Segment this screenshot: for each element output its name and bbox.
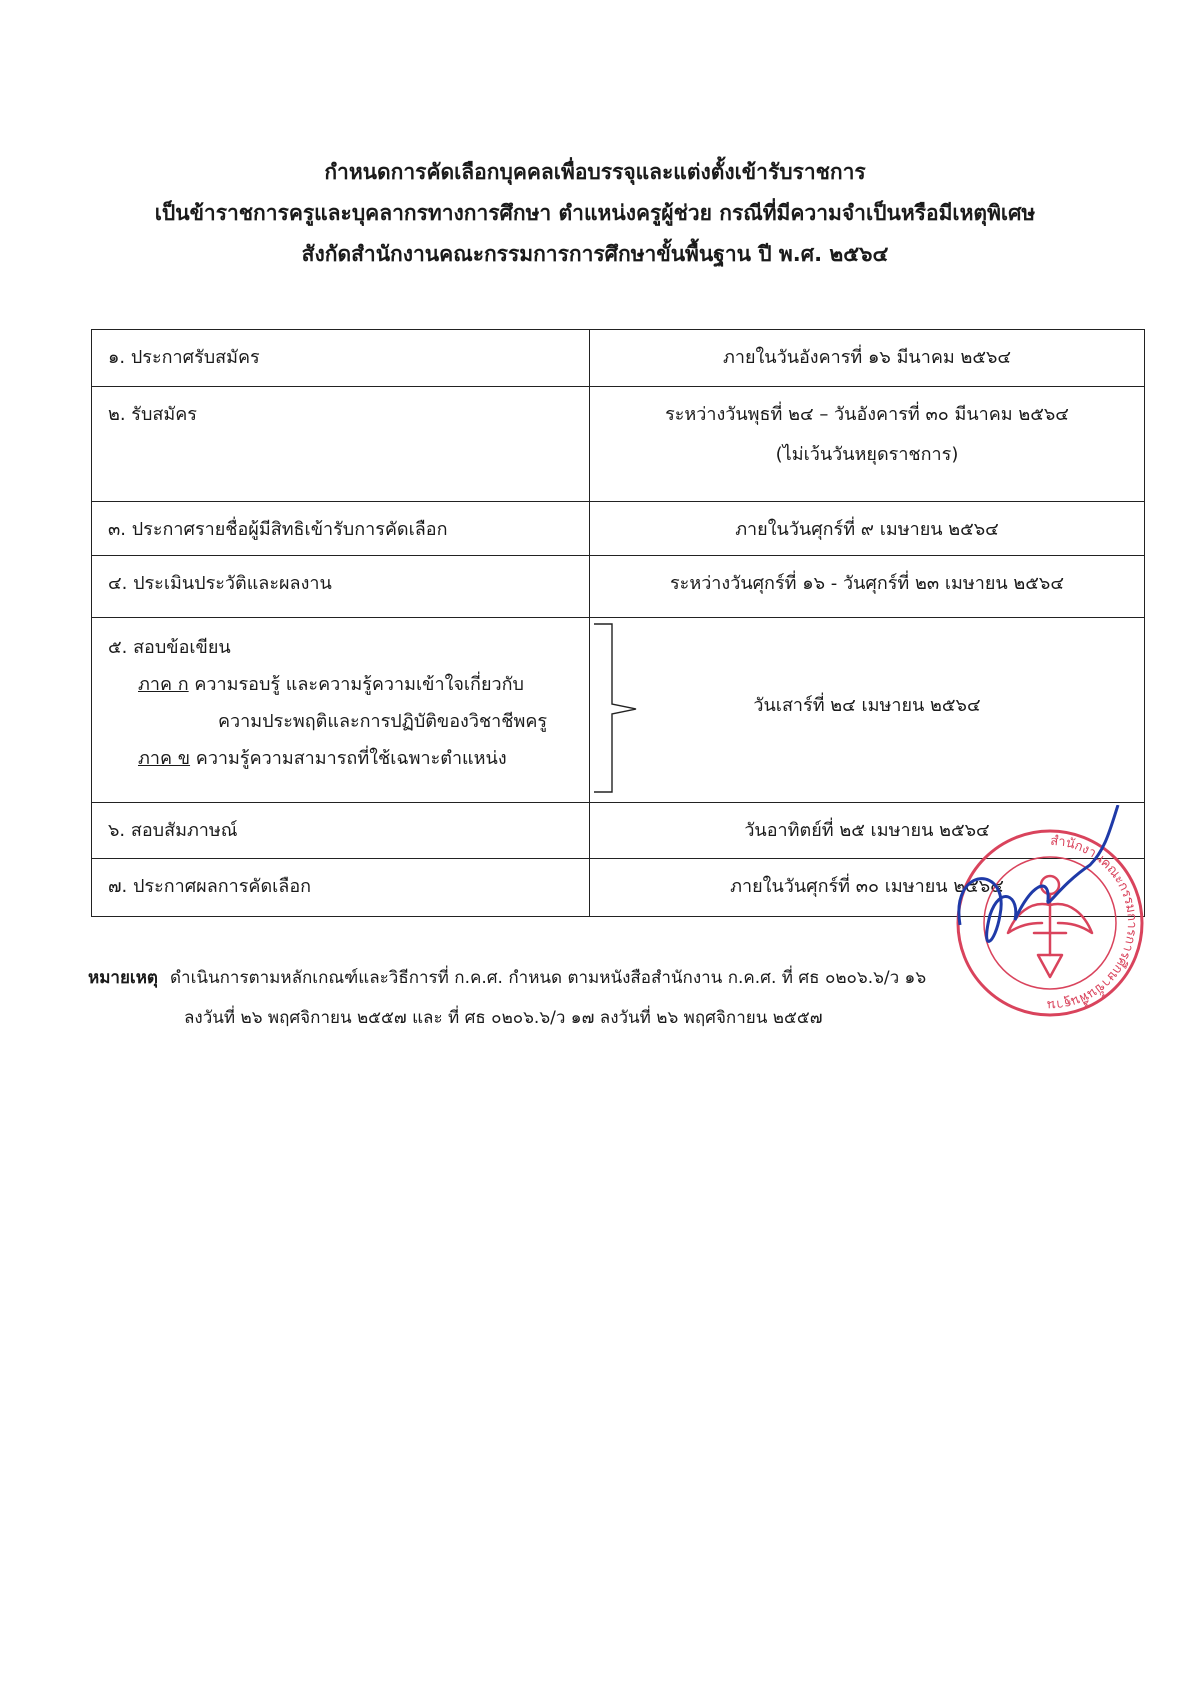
table-row [92, 330, 1145, 387]
date-cell: วันเสาร์ที่ ๒๔ เมษายน ๒๕๖๔ [590, 618, 1145, 803]
part-b-label: ภาค ข [138, 748, 191, 769]
remark-line-2: ลงวันที่ ๒๖ พฤศจิกายน ๒๕๕๗ และ ที่ ศธ ๐๒๐๖.๖/ว ๑๗ ลงวันที่ ๒๖ พฤศจิกายน ๒๕๕๗ [184, 1008, 823, 1028]
date-note: (ไม่เว้นวันหยุดราชการ) [775, 444, 959, 465]
table-row [92, 618, 1145, 803]
part-a-line-2: ความประพฤติและการปฏิบัติของวิชาชีพครู [218, 711, 548, 732]
date-cell: ภายในวันศุกร์ที่ ๓๐ เมษายน ๒๕๖๔ [590, 859, 1145, 917]
table-row [92, 387, 1145, 502]
title-line-2: เป็นข้าราชการครูและบุคลากรทางการศึกษา ตำแหน่งครูผู้ช่วย กรณีที่มีความจำเป็นหรือมีเหตุพิเศษ [154, 201, 1036, 225]
remark [88, 958, 926, 1038]
seal-ring-text: สำนักงานคณะกรรมการการศึกษาขั้นพื้นฐาน [1046, 833, 1140, 1013]
part-a-line: ภาค ก ความรอบรู้ และความรู้ความเข้าใจเกี่ยวกับ [138, 674, 524, 695]
date-cell: ระหว่างวันศุกร์ที่ ๑๖ - วันศุกร์ที่ ๒๓ เมษายน ๒๕๖๔ [590, 556, 1145, 618]
step-cell: ๒. รับสมัคร [92, 387, 590, 502]
date-cell: ระหว่างวันพุธที่ ๒๔ – วันอังคารที่ ๓๐ มีนาคม ๒๕๖๔ (ไม่เว้นวันหยุดราชการ) [590, 387, 1145, 502]
document-title [0, 152, 1190, 275]
table-row [92, 556, 1145, 618]
part-a-label: ภาค ก [138, 674, 189, 695]
title-line-1: กำหนดการคัดเลือกบุคคลเพื่อบรรจุและแต่งตั้งเข้ารับราชการ [324, 160, 866, 184]
step-cell: ๔. ประเมินประวัติและผลงาน [92, 556, 590, 618]
step-cell: ๕. สอบข้อเขียน ภาค ก ความรอบรู้ และความรู้ความเข้าใจเกี่ยวกับ ความประพฤติและการปฏิบัติของวิชาชีพครู ภาค ข ความรู้ความสามารถที่ใช้เฉพาะตำแหน่ง [92, 618, 590, 803]
step-cell: ๑. ประกาศรับสมัคร [92, 330, 590, 387]
date-cell: ภายในวันอังคารที่ ๑๖ มีนาคม ๒๕๖๔ [590, 330, 1145, 387]
date-cell: วันอาทิตย์ที่ ๒๕ เมษายน ๒๕๖๔ [590, 803, 1145, 859]
official-seal-icon [950, 805, 1150, 1065]
remark-line-1: ดำเนินการตามหลักเกณฑ์และวิธีการที่ ก.ค.ศ. กำหนด ตามหนังสือสำนักงาน ก.ค.ศ. ที่ ศธ ๐๒๐๖.๖/ว ๑๖ [169, 968, 927, 988]
step-cell: ๗. ประกาศผลการคัดเลือก [92, 859, 590, 917]
step-cell: ๓. ประกาศรายชื่อผู้มีสิทธิเข้ารับการคัดเลือก [92, 502, 590, 556]
step-cell: ๖. สอบสัมภาษณ์ [92, 803, 590, 859]
part-b-line: ภาค ข ความรู้ความสามารถที่ใช้เฉพาะตำแหน่ง [138, 748, 507, 769]
table-row [92, 502, 1145, 556]
remark-label: หมายเหตุ [88, 968, 158, 988]
title-line-3: สังกัดสำนักงานคณะกรรมการการศึกษาขั้นพื้นฐาน ปี พ.ศ. ๒๕๖๔ [301, 242, 889, 266]
date-cell: ภายในวันศุกร์ที่ ๙ เมษายน ๒๕๖๔ [590, 502, 1145, 556]
